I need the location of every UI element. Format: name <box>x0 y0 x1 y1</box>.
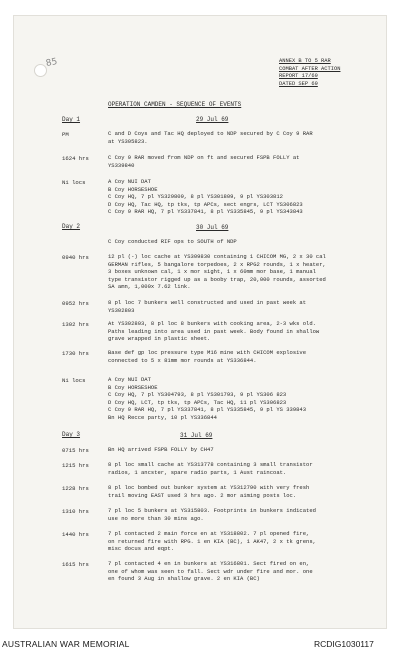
entry-line: Bn HQ arrived FSPB FOLLY by CH47 <box>108 446 214 453</box>
pencil-annotation: 85 <box>45 56 59 70</box>
entry-line: radios, 1 ancster, spare radio parts, 1 Aust raincoat. <box>108 468 287 476</box>
entry-line: C Coy 9 RAR moved from NDP on ft and secured FSPB FOLLY at <box>108 154 300 161</box>
entry-time: Ni locs <box>62 179 86 186</box>
entry-line: trail moving EAST used 3 hrs ago. 2 mor aiming posts loc. <box>108 491 297 499</box>
entry-line: 8 pl loc 7 bunkers well constructed and used in past week at <box>108 299 307 306</box>
entry-text <box>108 530 370 553</box>
entry-line: A Coy NUI DAT <box>108 376 151 383</box>
entry-text <box>108 299 370 314</box>
entry-time: 1215 hrs <box>62 462 89 469</box>
day-label: Day 3 <box>62 431 81 438</box>
entry-line: C Coy HQ, 7 pl YS304793, 8 pl YS301793, 9 pl YS306 823 <box>108 391 287 399</box>
entry-time: 1624 hrs <box>62 155 89 162</box>
document-title: OPERATION CAMDEN - SEQUENCE OF EVENTS <box>108 101 242 108</box>
day-label: Day 2 <box>62 223 81 230</box>
entry-text <box>108 507 370 522</box>
entry-text <box>108 178 370 216</box>
entry-line: en found 3 Aug in shallow grave. 2 en KIA (BC) <box>108 575 260 583</box>
annex-line: REPORT 17/69 <box>279 73 318 80</box>
annex-reference <box>279 58 340 88</box>
entry-line: At YS302803, 8 pl loc 8 bunkers with cooking area, 2-3 wks old. <box>108 320 316 327</box>
entry-line: Paths leading into area used in past week. Body found in shallow <box>108 327 320 335</box>
entry-line: 12 pl (-) loc cache at YS309830 containing 1 CHICOM MG, 2 x 30 cal <box>108 253 326 260</box>
entry-line: one of whom was seen to fall. Sect wdr under fire and mor. one <box>108 567 313 575</box>
date-heading: 31 Jul 69 <box>180 432 213 439</box>
entry-line: 7 pl loc 5 bunkers at YS315803. Footprints in bunkers indicated <box>108 507 316 514</box>
entry-line: 7 pl contacted 4 en in bunkers at YS316801. Sect fired on en, <box>108 560 310 567</box>
entry-line: GERMAN rifles, 5 bangalore torpedoes, 2 x RPG2 rounds, 1 x heater, <box>108 260 326 268</box>
entry-time: 0940 hrs <box>62 254 89 261</box>
entry-line: A Coy NUI DAT <box>108 178 151 185</box>
entry-text <box>108 154 370 169</box>
entry-text <box>108 461 370 476</box>
entry-text <box>108 376 370 422</box>
entry-line: C Coy 9 RAR HQ, 7 pl YS337841, 8 pl YS335845, 9 pl YS 339843 <box>108 406 307 414</box>
entry-line: grave wrapped in plastic sheet. <box>108 335 211 343</box>
entry-line: YS339840 <box>108 161 135 169</box>
entry-line: on returned fire with RPG. 1 en KIA (BC), 1 AK47, 2 x tk grens, <box>108 537 316 545</box>
entry-line: at YS305823. <box>108 137 148 145</box>
entry-line: C Coy conducted RIF ops to SOUTH of NDP <box>108 238 237 245</box>
entry-text <box>108 238 370 246</box>
annex-line: ANNEX B TO 5 RAR <box>279 58 331 64</box>
entry-line: Bn HQ Recce party, 10 pl YS336844 <box>108 413 217 421</box>
entry-line: SA amn, 1,000x 7.62 link. <box>108 283 191 291</box>
annex-line: DATED SEP 69 <box>279 80 318 87</box>
entry-time: PM <box>62 131 69 138</box>
entry-text <box>108 320 370 343</box>
entry-time: 0952 hrs <box>62 300 89 307</box>
entry-line: use no more than 30 mins ago. <box>108 514 204 522</box>
entry-line: B Coy HORSESHOE <box>108 185 158 193</box>
entry-text <box>108 349 370 364</box>
entry-text <box>108 560 370 583</box>
date-heading: 30 Jul 69 <box>196 224 229 231</box>
entry-time: 1440 hrs <box>62 531 89 538</box>
entry-line: D Coy HQ, LCT, tp tks, tp APCs, Tac HQ, 11 pl YS306823 <box>108 398 287 406</box>
entry-time: 1310 hrs <box>62 508 89 515</box>
entry-text <box>108 446 370 454</box>
entry-line: C Coy 9 RAR HQ, 7 pl YS337841, 8 pl YS335845, 9 pl YS343843 <box>108 208 303 216</box>
archive-reference: RCDIG1030117 <box>314 639 374 649</box>
entry-time: 1302 hrs <box>62 321 89 328</box>
entry-line: D Coy HQ, Tac HQ, tp tks, tp APCs, sect engrs, LCT YS306823 <box>108 200 303 208</box>
entry-text <box>108 484 370 499</box>
entry-line: 7 pl contacted 2 main force en at YS318802. 7 pl opened fire, <box>108 530 310 537</box>
entry-line: connected to 5 x 81mm mor rounds at YS336844. <box>108 356 257 364</box>
entry-line: type transistor rigged up as a booby trap, 20,000 rounds, assorted <box>108 275 326 283</box>
annex-line: COMBAT AFTER ACTION <box>279 65 341 72</box>
entry-line: B Coy HORSESHOE <box>108 383 158 391</box>
entry-line: Base def gp loc pressure type M16 mine with CHICOM explosive <box>108 349 307 356</box>
punch-hole <box>34 64 47 77</box>
date-heading: 29 Jul 69 <box>196 116 229 123</box>
entry-line: 8 pl loc small cache at YS313778 containing 3 small transistor <box>108 461 313 468</box>
entry-time: 0715 hrs <box>62 447 89 454</box>
entry-time: 1730 hrs <box>62 350 89 357</box>
entry-time: Ni locs <box>62 377 86 384</box>
entry-line: C and D Coys and Tac HQ deployed to NDP secured by C Coy 9 RAR <box>108 130 313 137</box>
entry-time: 1228 hrs <box>62 485 89 492</box>
day-label: Day 1 <box>62 116 81 123</box>
entry-line: 8 pl loc bombed out bunker system at YS312790 with very fresh <box>108 484 310 491</box>
entry-line: C Coy HQ, 7 pl YS329809, 8 pl YS301809, 9 pl YS303812 <box>108 193 283 201</box>
entry-line: 3 boxes unknown cal, 1 x mor sight, 1 x 60mm mor base, 1 manual <box>108 268 316 276</box>
entry-time: 1615 hrs <box>62 561 89 568</box>
entry-text <box>108 130 370 145</box>
archive-credit: AUSTRALIAN WAR MEMORIAL <box>2 639 130 649</box>
entry-text <box>108 253 370 291</box>
entry-line: misc docus and eqpt. <box>108 545 175 553</box>
entry-line: YS302803 <box>108 306 135 314</box>
